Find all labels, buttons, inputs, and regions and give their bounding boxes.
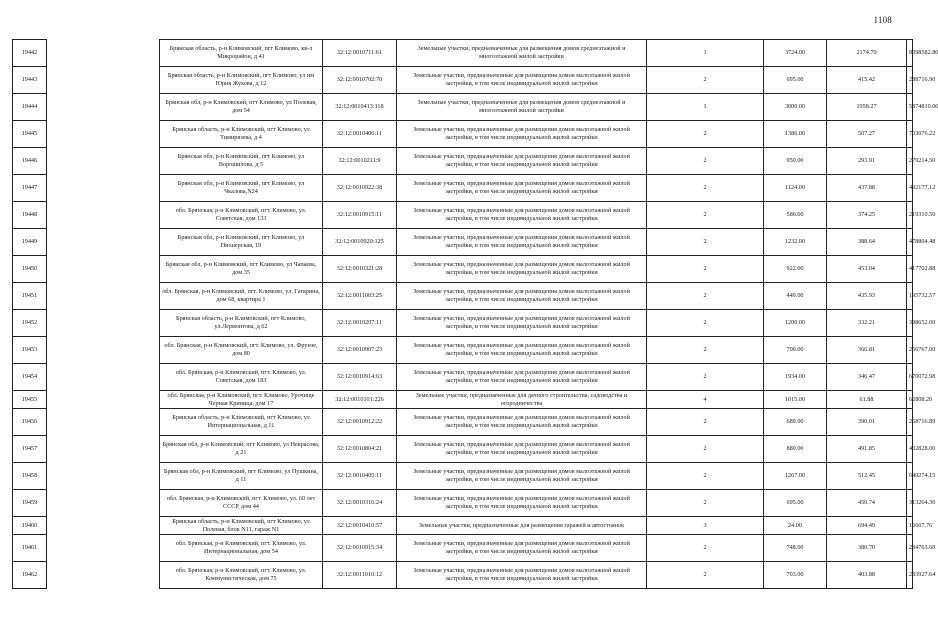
specific-value-cell: 450.74: [827, 490, 907, 517]
table-row: [13, 256, 913, 283]
table-body: [13, 40, 938, 589]
table-row: [13, 535, 913, 562]
area-cell: 1015.00: [764, 391, 827, 409]
empty-cell: [47, 409, 160, 436]
row-number: 19458: [13, 463, 47, 490]
cadastral-number-cell: 32:12:0010410:57: [323, 517, 397, 535]
row-number: 19454: [13, 364, 47, 391]
row-number: 19453: [13, 337, 47, 364]
area-cell: 1200.00: [764, 310, 827, 337]
address-cell: Брянская обл, р-н Климовский, пгт Климово, ул Ворошилова, д 5: [160, 148, 323, 175]
address-cell: Брянская обл, р-н Климовский, пгт Климово, ул Полевая, дом 54: [160, 94, 323, 121]
row-number: 19446: [13, 148, 47, 175]
group-cell: 1: [647, 94, 764, 121]
cadastral-value-cell: 268716.89: [907, 409, 913, 436]
empty-cell: [47, 310, 160, 337]
group-cell: 2: [647, 364, 764, 391]
land-use-cell: Земельные участки, предназначенные для размещения домов малоэтажной жилой застройки, в том числе индивидуальной жилой застройки: [397, 409, 647, 436]
cadastral-value-cell: 398652.00: [907, 310, 913, 337]
empty-cell: [47, 175, 160, 202]
area-cell: 700.00: [764, 337, 827, 364]
cadastral-number-cell: 32:12:0011010:12: [323, 562, 397, 589]
cadastral-number-cell: 32:12:0010912:22: [323, 409, 397, 436]
empty-cell: [47, 337, 160, 364]
table-row: [13, 337, 913, 364]
empty-cell: [47, 391, 160, 409]
cadastral-number-cell: 32:12:0010920:125: [323, 229, 397, 256]
cadastral-number-cell: 32:12:0010405:11: [323, 463, 397, 490]
address-cell: обл. Брянская, р-н Климовский, пгт. Климово, ул. Интернациональная, дом 54: [160, 535, 323, 562]
cadastral-value-cell: 283927.64: [907, 562, 913, 589]
specific-value-cell: 437.88: [827, 175, 907, 202]
table-row: [13, 409, 913, 436]
land-use-cell: Земельные участки, предназначенные для размещения домов среднеэтажной и многоэтажной жилой застройки: [397, 94, 647, 121]
cadastral-number-cell: 32:12:0010207:11: [323, 310, 397, 337]
land-use-cell: Земельные участки, предназначенные для размещения домов малоэтажной жилой застройки, в том числе индивидуальной жилой застройки: [397, 202, 647, 229]
group-cell: 2: [647, 121, 764, 148]
table-row: [13, 40, 913, 67]
land-use-cell: Земельные участки, предназначенные для размещения домов среднеэтажной и многоэтажной жилой застройки: [397, 40, 647, 67]
group-cell: 2: [647, 202, 764, 229]
row-number: 19452: [13, 310, 47, 337]
cadastral-number-cell: 32:12:0010711:61: [323, 40, 397, 67]
address-cell: Брянская область, р-н Климовский, пгт Климово, ул.Лермонтова, д 62: [160, 310, 323, 337]
cadastral-number-cell: 32:12:0010316:24: [323, 490, 397, 517]
address-cell: Брянская область, р-н Климовский, пгт Климово, ул Полевая, блок N11, гараж N1: [160, 517, 323, 535]
land-use-cell: Земельные участки, предназначенные для размещения домов малоэтажной жилой застройки, в том числе индивидуальной жилой застройки: [397, 67, 647, 94]
table-row: [13, 463, 913, 490]
table-row: [13, 562, 913, 589]
specific-value-cell: 507.27: [827, 121, 907, 148]
table-row: [13, 229, 913, 256]
empty-cell: [47, 517, 160, 535]
group-cell: 1: [647, 40, 764, 67]
cadastral-value-cell: 5874810.00: [907, 94, 913, 121]
group-cell: 2: [647, 148, 764, 175]
table-row: [13, 517, 913, 535]
address-cell: обл. Брянская, р-н Климовский, пгт. Климово, ул. Советская, дом 133: [160, 202, 323, 229]
specific-value-cell: 366.81: [827, 337, 907, 364]
cadastral-number-cell: 32:12:0010804:21: [323, 436, 397, 463]
table-row: [13, 121, 913, 148]
cadastral-number-cell: 32:12:0010915:34: [323, 535, 397, 562]
table-row: [13, 283, 913, 310]
land-use-cell: Земельные участки, предназначенные для размещения домов малоэтажной жилой застройки, в том числе индивидуальной жилой застройки: [397, 436, 647, 463]
group-cell: 2: [647, 463, 764, 490]
row-number: 19461: [13, 535, 47, 562]
cadastral-number-cell: 32:12:0010907:23: [323, 337, 397, 364]
specific-value-cell: 453.04: [827, 256, 907, 283]
specific-value-cell: 491.85: [827, 436, 907, 463]
empty-cell: [47, 283, 160, 310]
group-cell: 2: [647, 337, 764, 364]
row-number: 19442: [13, 40, 47, 67]
cadastral-value-cell: 256767.00: [907, 337, 913, 364]
cadastral-value-cell: 703076.22: [907, 121, 913, 148]
land-use-cell: Земельные участки, предназначенные для размещения домов малоэтажной жилой застройки, в том числе индивидуальной жилой застройки: [397, 310, 647, 337]
land-use-cell: Земельные участки, предназначенные для размещения домов малоэтажной жилой застройки, в том числе индивидуальной жилой застройки: [397, 364, 647, 391]
cadastral-number-cell: 32:12:0010406:11: [323, 121, 397, 148]
area-cell: 695.00: [764, 490, 827, 517]
cadastral-value-cell: 432828.00: [907, 436, 913, 463]
table-row: [13, 436, 913, 463]
group-cell: 2: [647, 436, 764, 463]
cadastral-value-cell: 288716.90: [907, 67, 913, 94]
empty-cell: [47, 562, 160, 589]
empty-cell: [47, 463, 160, 490]
row-number: 19443: [13, 67, 47, 94]
group-cell: 2: [647, 229, 764, 256]
cadastral-number-cell: 32:12:0010413:118: [323, 94, 397, 121]
area-cell: 689.00: [764, 409, 827, 436]
area-cell: 748.00: [764, 535, 827, 562]
land-use-cell: Земельные участки, предназначенные для размещения домов малоэтажной жилой застройки, в том числе индивидуальной жилой застройки: [397, 535, 647, 562]
specific-value-cell: 61.88: [827, 391, 907, 409]
address-cell: обл. Брянская, р-н Климовский, пгт. Климово, ул. Советская, дом 183: [160, 364, 323, 391]
land-use-cell: Земельные участки, предназначенные для размещения домов малоэтажной жилой застройки, в том числе индивидуальной жилой застройки: [397, 175, 647, 202]
area-cell: 880.00: [764, 436, 827, 463]
cadastral-number-cell: 32:12:0010211:9: [323, 148, 397, 175]
area-cell: 1934.00: [764, 364, 827, 391]
address-cell: обл. Брянская, р-н Климовский, пгт. Климово, ул. Гагарина, дом 68, квартира 1: [160, 283, 323, 310]
row-number: 19456: [13, 409, 47, 436]
empty-cell: [47, 229, 160, 256]
cadastral-value-cell: 478804.48: [907, 229, 913, 256]
empty-cell: [47, 40, 160, 67]
address-cell: Брянская обл, р-н Климовский, пгт Климово, ул Некрасова, д 21: [160, 436, 323, 463]
area-cell: 1267.00: [764, 463, 827, 490]
area-cell: 703.00: [764, 562, 827, 589]
land-use-cell: Земельные участки, предназначенные для размещения домов малоэтажной жилой застройки, в том числе индивидуальной жилой застройки: [397, 337, 647, 364]
land-use-cell: Земельные участки, предназначенные для дачного строительства, садоводства и огородничества: [397, 391, 647, 409]
cadastral-number-cell: 32:12:0010915:11: [323, 202, 397, 229]
table-row: [13, 364, 913, 391]
area-cell: 3724.00: [764, 40, 827, 67]
empty-cell: [47, 364, 160, 391]
land-use-cell: Земельные участки, предназначенные для размещения домов малоэтажной жилой застройки, в том числе индивидуальной жилой застройки: [397, 562, 647, 589]
row-number: 19450: [13, 256, 47, 283]
group-cell: 2: [647, 175, 764, 202]
cadastral-value-cell: 279214.50: [907, 148, 913, 175]
empty-cell: [47, 535, 160, 562]
address-cell: Брянская область, р-н Климовский, пгт Климово, ул им Юрия Жукова, д 12: [160, 67, 323, 94]
cadastral-value-cell: 219310.50: [907, 202, 913, 229]
land-use-cell: Земельные участки, предназначенные для размещения домов малоэтажной жилой застройки, в том числе индивидуальной жилой застройки: [397, 256, 647, 283]
row-number: 19445: [13, 121, 47, 148]
address-cell: обл. Брянская, р-н Климовский, пгт. Климово, ул. Коммунистическая, дом 75: [160, 562, 323, 589]
cadastral-value-cell: 62808.20: [907, 391, 913, 409]
empty-cell: [47, 94, 160, 121]
specific-value-cell: 293.91: [827, 148, 907, 175]
specific-value-cell: 388.64: [827, 229, 907, 256]
land-use-cell: Земельные участки, предназначенные для размещения домов малоэтажной жилой застройки, в том числе индивидуальной жилой застройки: [397, 283, 647, 310]
specific-value-cell: 415.42: [827, 67, 907, 94]
area-cell: 449.00: [764, 283, 827, 310]
group-cell: 2: [647, 283, 764, 310]
page-number: 1108: [873, 15, 892, 25]
empty-cell: [47, 121, 160, 148]
empty-cell: [47, 202, 160, 229]
group-cell: 2: [647, 535, 764, 562]
address-cell: Брянская область, р-н Климовский, пгт Климово, ул Тимирязева, д 4: [160, 121, 323, 148]
cadastral-value-cell: 670072.98: [907, 364, 913, 391]
row-number: 19451: [13, 283, 47, 310]
specific-value-cell: 380.70: [827, 535, 907, 562]
cadastral-number-cell: 32:12:0011003:25: [323, 283, 397, 310]
area-cell: 695.00: [764, 67, 827, 94]
cadastral-number-cell: 32:12:0010922:38: [323, 175, 397, 202]
cadastral-number-cell: 32:12:0010702:70: [323, 67, 397, 94]
table-row: [13, 67, 913, 94]
specific-value-cell: 1958.27: [827, 94, 907, 121]
address-cell: обл. Брянская, р-н Климовский, пгт. Климово, ул. 60 лет СССР, дом 44: [160, 490, 323, 517]
table-row: [13, 490, 913, 517]
cadastral-value-table: [12, 39, 938, 589]
group-cell: 2: [647, 256, 764, 283]
area-cell: 24.00: [764, 517, 827, 535]
cadastral-value-cell: 417702.88: [907, 256, 913, 283]
address-cell: Брянская область, р-н Климовский, пгт Климово, кв-л Микрорайон, д 41: [160, 40, 323, 67]
cadastral-value-cell: 16667.76: [907, 517, 913, 535]
land-use-cell: Земельные участки, предназначенные для размещения домов малоэтажной жилой застройки, в том числе индивидуальной жилой застройки: [397, 148, 647, 175]
row-number: 19455: [13, 391, 47, 409]
address-cell: обл. Брянская, р-н Климовский, пгт. Климово, ул. Фрунзе, дом 80: [160, 337, 323, 364]
land-use-cell: Земельные участки, предназначенные для размещения домов малоэтажной жилой застройки, в том числе индивидуальной жилой застройки: [397, 490, 647, 517]
land-use-cell: Земельные участки, предназначенные для размещения домов малоэтажной жилой застройки, в том числе индивидуальной жилой застройки: [397, 121, 647, 148]
row-number: 19460: [13, 517, 47, 535]
row-number: 19457: [13, 436, 47, 463]
area-cell: 3000.00: [764, 94, 827, 121]
group-cell: 2: [647, 409, 764, 436]
cadastral-value-cell: 313264.30: [907, 490, 913, 517]
group-cell: 2: [647, 310, 764, 337]
address-cell: Брянская обл, р-н Климовский, пгт Климово, ул Чкалова,N24: [160, 175, 323, 202]
table-row: [13, 148, 913, 175]
group-cell: 4: [647, 391, 764, 409]
area-cell: 586.00: [764, 202, 827, 229]
area-cell: 1386.00: [764, 121, 827, 148]
row-number: 19449: [13, 229, 47, 256]
area-cell: 1232.00: [764, 229, 827, 256]
group-cell: 2: [647, 490, 764, 517]
specific-value-cell: 332.21: [827, 310, 907, 337]
empty-cell: [47, 436, 160, 463]
address-cell: Брянская обл, р-н Климовский, пгт Климово, ул Пионерская, 19: [160, 229, 323, 256]
specific-value-cell: 374.25: [827, 202, 907, 229]
table-row: [13, 175, 913, 202]
land-use-cell: Земельные участки, предназначенные для размещения гаражей и автостоянок: [397, 517, 647, 535]
area-cell: 922.00: [764, 256, 827, 283]
specific-value-cell: 2174.70: [827, 40, 907, 67]
cadastral-value-cell: 8098582.80: [907, 40, 913, 67]
row-number: 19459: [13, 490, 47, 517]
cadastral-value-cell: 195732.57: [907, 283, 913, 310]
table-row: [13, 310, 913, 337]
empty-cell: [47, 256, 160, 283]
table-row: [13, 391, 913, 409]
group-cell: 2: [647, 67, 764, 94]
address-cell: Брянская обл, р-н Климовский, пгт Климово, ул Пушкина, д 11: [160, 463, 323, 490]
address-cell: Брянская обл, р-н Климовский, пгт Климово, ул Чапаева, дом 35: [160, 256, 323, 283]
empty-cell: [47, 67, 160, 94]
land-use-cell: Земельные участки, предназначенные для размещения домов малоэтажной жилой застройки, в том числе индивидуальной жилой застройки: [397, 229, 647, 256]
table-row: [13, 202, 913, 229]
specific-value-cell: 694.49: [827, 517, 907, 535]
group-cell: 3: [647, 517, 764, 535]
row-number: 19462: [13, 562, 47, 589]
cadastral-value-cell: 492177.12: [907, 175, 913, 202]
group-cell: 2: [647, 562, 764, 589]
address-cell: обл. Брянская, р-н Климовский, пгт. Климово, Урочище Черная Криница, дом 17: [160, 391, 323, 409]
cadastral-value-cell: 284763.60: [907, 535, 913, 562]
cadastral-number-cell: 32:12:0010101:226: [323, 391, 397, 409]
specific-value-cell: 403.88: [827, 562, 907, 589]
specific-value-cell: 435.93: [827, 283, 907, 310]
cadastral-number-cell: 32:12:0010914:63: [323, 364, 397, 391]
row-number: 19448: [13, 202, 47, 229]
specific-value-cell: 390.01: [827, 409, 907, 436]
row-number: 19447: [13, 175, 47, 202]
specific-value-cell: 346.47: [827, 364, 907, 391]
row-number: 19444: [13, 94, 47, 121]
land-use-cell: Земельные участки, предназначенные для размещения домов малоэтажной жилой застройки, в том числе индивидуальной жилой застройки: [397, 463, 647, 490]
empty-cell: [47, 490, 160, 517]
address-cell: Брянская область, р-н Климовский, пгт Климово, ул Интернациональная, д 11: [160, 409, 323, 436]
cadastral-number-cell: 32:12:0010321:28: [323, 256, 397, 283]
area-cell: 950.00: [764, 148, 827, 175]
empty-cell: [47, 148, 160, 175]
table-row: [13, 94, 913, 121]
area-cell: 1124.00: [764, 175, 827, 202]
cadastral-value-cell: 649274.15: [907, 463, 913, 490]
specific-value-cell: 512.45: [827, 463, 907, 490]
